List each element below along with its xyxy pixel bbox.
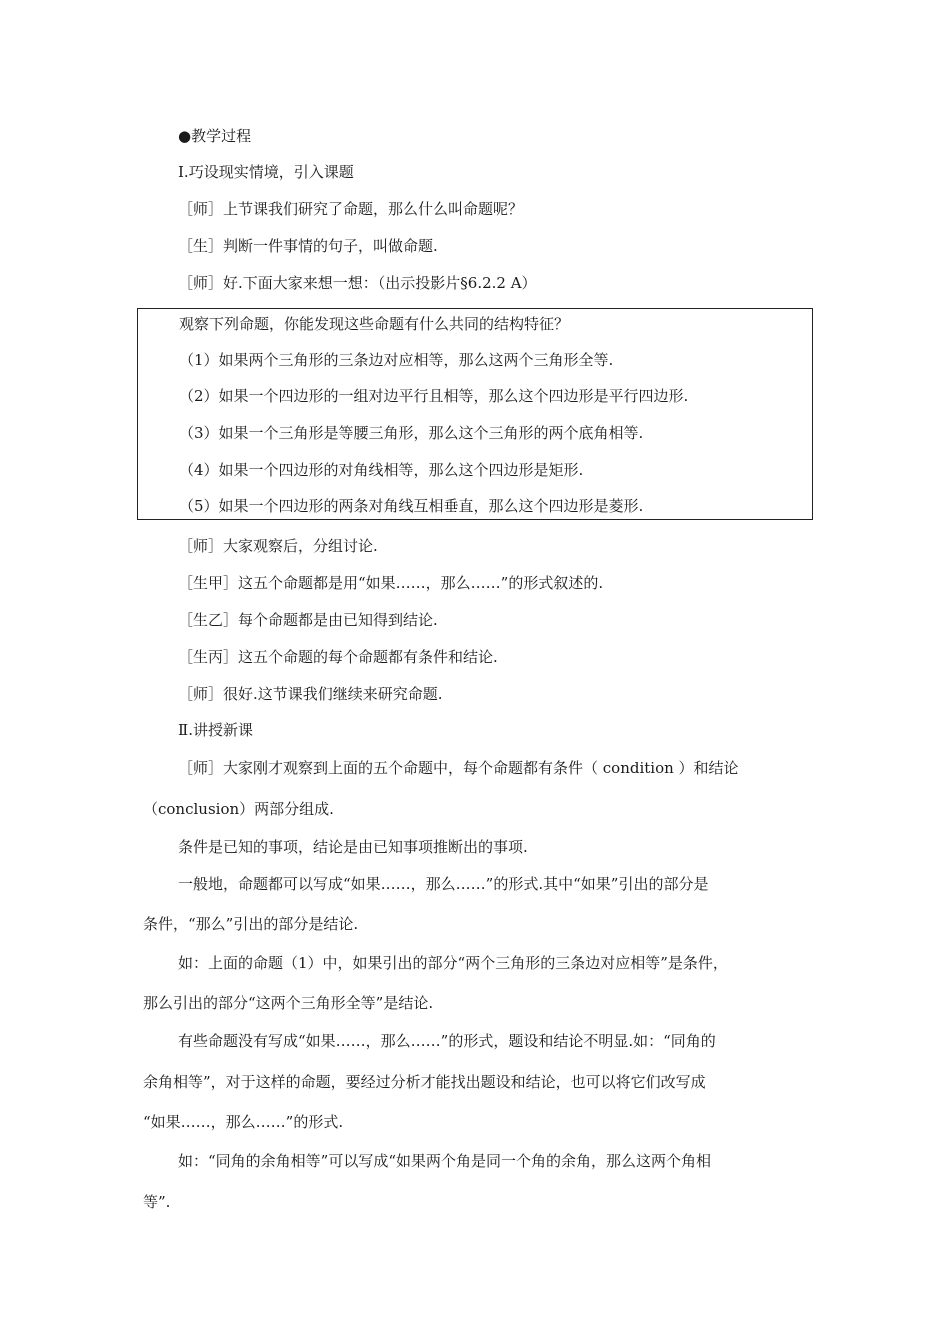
paragraph: 如：“同角的余角相等”可以写成“如果两个角是同一个角的余角，那么这两个角相 bbox=[178, 1152, 712, 1170]
paragraph: ［师］上节课我们研究了命题，那么什么叫命题呢？ bbox=[178, 200, 524, 218]
paragraph-continuation: 等”. bbox=[143, 1193, 171, 1211]
paragraph: 如：上面的命题（1）中，如果引出的部分“两个三角形的三条边对应相等”是条件， bbox=[178, 954, 728, 972]
paragraph-continuation: （conclusion）两部分组成. bbox=[143, 800, 334, 818]
box-item-3: （3）如果一个三角形是等腰三角形，那么这个三角形的两个底角相等. bbox=[179, 424, 644, 442]
paragraph: ［师］大家观察后，分组讨论. bbox=[178, 537, 378, 555]
paragraph: ［师］大家刚才观察到上面的五个命题中，每个命题都有条件（ condition ）和结论 bbox=[178, 759, 739, 777]
paragraph: 有些命题没有写成“如果……，那么……”的形式，题设和结论不明显.如：“同角的 bbox=[178, 1032, 716, 1050]
paragraph: ［生］判断一件事情的句子，叫做命题. bbox=[178, 237, 438, 255]
section-title-1: Ⅰ.巧设现实情境，引入课题 bbox=[178, 163, 354, 181]
paragraph: ［生乙］每个命题都是由已知得到结论. bbox=[178, 611, 438, 629]
paragraph: ［生丙］这五个命题的每个命题都有条件和结论. bbox=[178, 648, 498, 666]
paragraph-continuation: 余角相等”，对于这样的命题，要经过分析才能找出题设和结论，也可以将它们改写成 bbox=[143, 1073, 706, 1091]
paragraph-continuation: 那么引出的部分“这两个三角形全等”是结论. bbox=[143, 994, 434, 1012]
box-item-2: （2）如果一个四边形的一组对边平行且相等，那么这个四边形是平行四边形. bbox=[179, 387, 689, 405]
paragraph: 条件是已知的事项，结论是由已知事项推断出的事项. bbox=[178, 838, 528, 856]
box-item-4: （4）如果一个四边形的对角线相等，那么这个四边形是矩形. bbox=[179, 461, 584, 479]
paragraph: ［师］好.下面大家来想一想：（出示投影片§6.2.2 A） bbox=[178, 274, 537, 292]
box-intro: 观察下列命题，你能发现这些命题有什么共同的结构特征？ bbox=[179, 315, 570, 333]
projection-box bbox=[137, 308, 813, 520]
paragraph-continuation: 条件，“那么”引出的部分是结论. bbox=[143, 915, 359, 933]
box-item-5: （5）如果一个四边形的两条对角线互相垂直，那么这个四边形是菱形. bbox=[179, 497, 644, 515]
paragraph: ［生甲］这五个命题都是用“如果……，那么……”的形式叙述的. bbox=[178, 574, 604, 592]
paragraph: 一般地，命题都可以写成“如果……，那么……”的形式.其中“如果”引出的部分是 bbox=[178, 875, 709, 893]
box-item-1: （1）如果两个三角形的三条边对应相等，那么这两个三角形全等. bbox=[179, 351, 614, 369]
section-title-2: Ⅱ.讲授新课 bbox=[178, 721, 253, 739]
paragraph-continuation: “如果……，那么……”的形式. bbox=[143, 1113, 344, 1131]
paragraph: ［师］很好.这节课我们继续来研究命题. bbox=[178, 685, 443, 703]
section-heading: ●教学过程 bbox=[178, 127, 252, 145]
